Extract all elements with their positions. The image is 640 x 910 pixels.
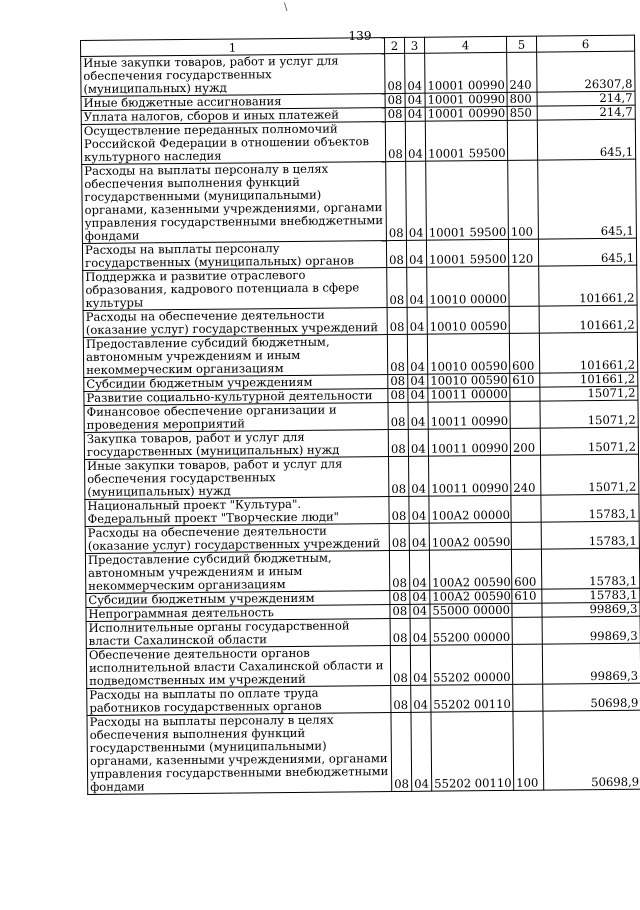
row-name: Поддержка и развитие отраслевого образования, кадрового потенциала в сфере культуры — [83, 268, 387, 311]
row-name: Субсидии бюджетным учреждениям — [86, 591, 390, 608]
row-subsection: 04 — [409, 523, 429, 550]
row-name: Непрограммная деятельность — [86, 605, 390, 622]
row-name: Закупка товаров, работ и услуг для государственных (муниципальных) нужд — [84, 430, 388, 460]
row-target-article: 10001 00990 — [425, 92, 507, 107]
row-subsection: 04 — [408, 429, 428, 456]
row-amount: 99869,3 — [542, 643, 640, 684]
header-col-5: 5 — [506, 36, 536, 52]
row-target-article: 10001 59500 — [426, 160, 509, 240]
row-subsection: 04 — [407, 334, 427, 374]
row-expense-type: 240 — [507, 52, 537, 92]
row-subsection: 04 — [411, 685, 431, 712]
row-name: Предоставление субсидий бюджетным, автономным учреждениям и иным некоммерческим организациям — [85, 551, 389, 594]
row-expense-type — [512, 603, 542, 617]
row-section: 08 — [388, 388, 408, 402]
row-name: Расходы на выплаты персоналу в целях обеспечения выполнения функций государственными (муниципальными) органами, казенными учреждениями, органами управления государственными внебюджетными фондами — [87, 713, 392, 795]
row-expense-type — [509, 306, 539, 333]
row-subsection: 04 — [408, 374, 428, 388]
row-expense-type — [512, 644, 542, 684]
row-subsection: 04 — [405, 121, 425, 161]
row-section: 08 — [385, 53, 405, 93]
table-row — [85, 454, 639, 499]
table-row — [82, 159, 637, 243]
row-section: 08 — [385, 107, 405, 121]
row-target-article: 55000 00000 — [430, 603, 512, 618]
row-subsection: 04 — [407, 267, 427, 307]
row-target-article: 10010 00590 — [428, 373, 510, 388]
table-row — [85, 548, 639, 593]
table-row — [81, 119, 635, 164]
row-expense-type — [510, 387, 540, 401]
row-amount: 101661,2 — [540, 372, 638, 387]
row-name: Расходы на выплаты персоналу государственных (муниципальных) органов — [82, 241, 386, 271]
row-target-article: 55202 00110 — [431, 684, 513, 712]
table-row — [81, 51, 635, 96]
row-target-article: 10011 00990 — [428, 401, 510, 429]
row-section: 08 — [387, 307, 407, 334]
row-name: Расходы на выплаты по оплате труда работников государственных органов — [87, 686, 391, 716]
row-amount: 99869,3 — [542, 602, 640, 617]
row-amount: 15783,1 — [541, 521, 639, 549]
row-expense-type: 100 — [513, 711, 544, 790]
row-section: 08 — [391, 685, 411, 712]
row-subsection: 04 — [409, 550, 429, 590]
row-expense-type: 600 — [511, 549, 541, 589]
row-amount: 101661,2 — [539, 332, 637, 373]
row-name: Национальный проект "Культура". Федеральный проект "Творческие люди" — [85, 497, 389, 527]
row-name: Предоставление субсидий бюджетным, автономным учреждениям и иным некоммерческим организациям — [83, 335, 387, 378]
row-subsection: 04 — [409, 456, 429, 496]
row-target-article: 10001 00990 — [425, 52, 507, 93]
row-expense-type: 100 — [508, 160, 539, 239]
row-expense-type: 120 — [508, 239, 538, 266]
row-subsection: 04 — [407, 307, 427, 334]
row-expense-type: 800 — [507, 92, 537, 106]
row-amount: 15783,1 — [541, 548, 639, 589]
row-expense-type: 600 — [509, 333, 539, 373]
row-amount: 15071,2 — [540, 386, 638, 401]
budget-table-sheet — [80, 35, 640, 910]
row-expense-type — [511, 495, 541, 522]
row-name: Расходы на обеспечение деятельности (оказание услуг) государственных учреждений — [83, 308, 387, 338]
row-section: 08 — [386, 240, 406, 267]
header-col-3: 3 — [404, 37, 424, 53]
row-target-article: 10011 00990 — [429, 455, 511, 496]
row-amount: 15783,1 — [541, 494, 639, 522]
row-section: 08 — [385, 93, 405, 107]
row-amount: 50698,9 — [543, 710, 640, 790]
row-subsection: 04 — [411, 712, 432, 791]
row-expense-type — [510, 401, 540, 428]
row-amount: 645,1 — [537, 119, 635, 160]
row-target-article: 55202 00000 — [430, 644, 512, 685]
row-name: Развитие социально-культурной деятельности — [84, 389, 388, 406]
row-expense-type — [507, 120, 537, 160]
header-col-6: 6 — [536, 35, 634, 52]
row-expense-type: 200 — [510, 428, 540, 455]
row-subsection: 04 — [408, 402, 428, 429]
row-name: Субсидии бюджетным учреждениям — [84, 375, 388, 392]
row-name: Обеспечение деятельности органов исполнительной власти Сахалинской области и подведомственных им учреждений — [86, 646, 390, 689]
row-amount: 214,7 — [537, 105, 635, 120]
row-name: Иные закупки товаров, работ и услуг для обеспечения государственных (муниципальных) нужд — [81, 54, 385, 97]
row-target-article: 100A2 00000 — [429, 495, 511, 523]
row-amount: 645,1 — [538, 159, 637, 239]
row-amount: 50698,9 — [543, 683, 640, 711]
row-name: Уплата налогов, сборов и иных платежей — [81, 108, 385, 125]
row-amount: 15071,2 — [540, 400, 638, 428]
row-target-article: 10010 00590 — [427, 306, 509, 334]
row-name: Иные закупки товаров, работ и услуг для обеспечения государственных (муниципальных) нужд — [85, 457, 389, 500]
row-section: 08 — [388, 429, 408, 456]
row-section: 08 — [390, 604, 410, 618]
page-number: 139 — [348, 29, 372, 43]
row-subsection: 04 — [410, 618, 430, 645]
row-name: Финансовое обеспечение организации и проведения мероприятий — [84, 403, 388, 433]
row-subsection: 04 — [405, 53, 425, 93]
row-amount: 26307,8 — [537, 51, 635, 92]
row-amount: 101661,2 — [539, 265, 637, 306]
table-row — [83, 265, 637, 310]
row-section: 08 — [390, 618, 410, 645]
row-target-article: 10010 00000 — [427, 266, 509, 307]
row-target-article: 10001 00990 — [425, 106, 507, 121]
row-section: 08 — [389, 456, 409, 496]
row-section: 08 — [390, 590, 410, 604]
row-section: 08 — [388, 374, 408, 388]
row-expense-type: 610 — [510, 373, 540, 387]
row-target-article: 10010 00590 — [427, 333, 509, 374]
row-amount: 101661,2 — [539, 305, 637, 333]
row-subsection: 04 — [405, 93, 425, 107]
row-section: 08 — [385, 121, 405, 161]
header-col-1: 1 — [81, 38, 385, 57]
row-section: 08 — [387, 334, 407, 374]
row-target-article: 55202 00110 — [431, 711, 514, 791]
row-target-article: 10011 00990 — [428, 428, 510, 456]
row-subsection: 04 — [410, 604, 430, 618]
row-subsection: 04 — [406, 161, 427, 240]
row-expense-type: 240 — [511, 455, 541, 495]
table-row — [86, 643, 640, 688]
row-expense-type: 850 — [507, 106, 537, 120]
row-target-article: 100A2 00590 — [430, 589, 512, 604]
row-target-article: 10001 59500 — [425, 120, 507, 161]
row-name: Иные бюджетные ассигнования — [81, 94, 385, 111]
table-row — [87, 710, 640, 794]
row-amount: 645,1 — [538, 238, 636, 266]
header-col-4: 4 — [424, 36, 506, 53]
row-section: 08 — [387, 267, 407, 307]
row-expense-type — [513, 684, 543, 711]
row-target-article: 10011 00000 — [428, 387, 510, 402]
row-expense-type — [511, 522, 541, 549]
row-subsection: 04 — [410, 590, 430, 604]
row-amount: 99869,3 — [542, 616, 640, 644]
row-section: 08 — [388, 402, 408, 429]
row-name: Исполнительные органы государственной власти Сахалинской области — [86, 619, 390, 649]
row-amount: 214,7 — [537, 91, 635, 106]
row-subsection: 04 — [409, 496, 429, 523]
row-target-article: 100A2 00590 — [429, 549, 511, 590]
row-section: 08 — [386, 161, 407, 240]
row-subsection: 04 — [410, 645, 430, 685]
row-name: Осуществление переданных полномочий Российской Федерации в отношении объектов культурного наследия — [81, 122, 385, 165]
row-expense-type — [509, 266, 539, 306]
row-section: 08 — [390, 645, 410, 685]
row-subsection: 04 — [408, 388, 428, 402]
row-target-article: 10001 59500 — [426, 239, 508, 267]
row-target-article: 55200 00000 — [430, 617, 512, 645]
row-name: Расходы на обеспечение деятельности (оказание услуг) государственных учреждений — [85, 524, 389, 554]
row-section: 08 — [389, 550, 409, 590]
row-expense-type: 610 — [512, 589, 542, 603]
row-subsection: 04 — [405, 107, 425, 121]
row-subsection: 04 — [406, 240, 426, 267]
row-section: 08 — [389, 496, 409, 523]
scan-mark: \ — [284, 2, 288, 13]
row-amount: 15071,2 — [540, 427, 638, 455]
row-amount: 15783,1 — [542, 588, 640, 603]
row-expense-type — [512, 617, 542, 644]
row-amount: 15071,2 — [541, 454, 639, 495]
budget-table — [80, 35, 640, 795]
row-section: 08 — [389, 523, 409, 550]
row-target-article: 100A2 00590 — [429, 522, 511, 550]
table-row — [83, 332, 637, 377]
row-section: 08 — [391, 712, 412, 791]
header-col-2: 2 — [384, 37, 404, 53]
row-name: Расходы на выплаты персоналу в целях обеспечения выполнения функций государственными (муниципальными) органами, казенными учреждениями, органами управления государственными внебюджетными фондами — [82, 162, 387, 244]
